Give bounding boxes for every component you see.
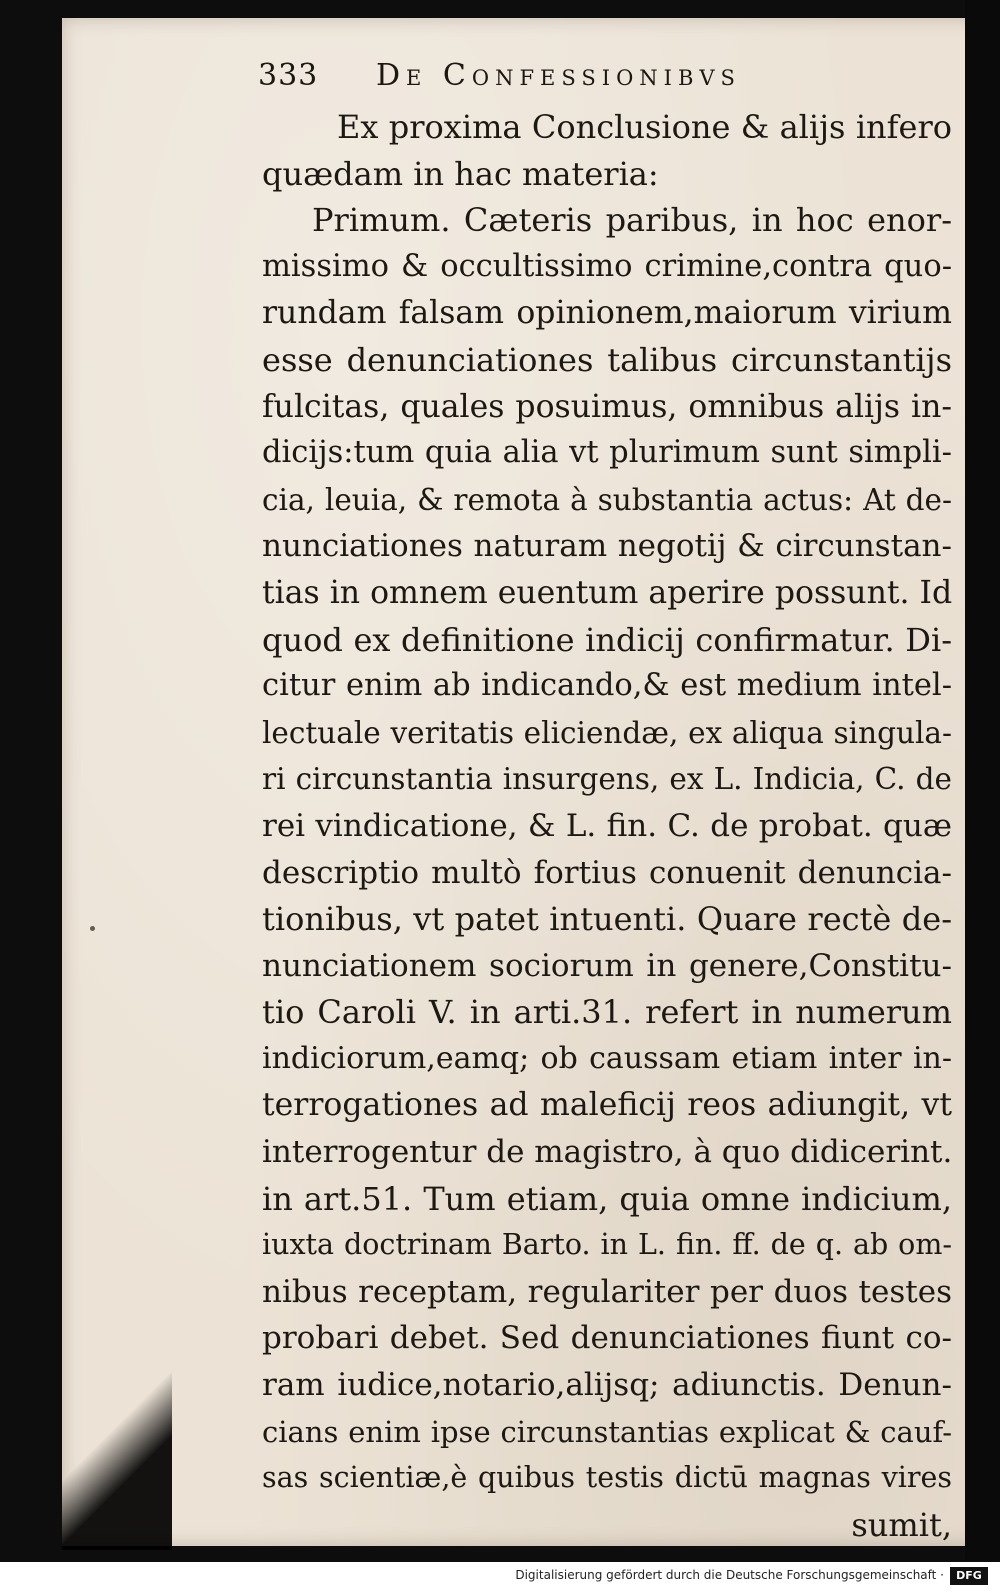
digitization-footer [0, 1562, 1000, 1592]
text-line: iuxta doctrinam Barto. in L. fin. ff. de q. ab om- [262, 1228, 952, 1262]
text-line: missimo & occultissimo crimine,contra quo- [262, 248, 952, 284]
catchword: sumit, [851, 1505, 952, 1544]
text-line: dicijs:tum quia alia vt plurimum sunt simpli- [262, 435, 952, 471]
text-line: nunciationes naturam negotij & circunstan- [262, 528, 952, 565]
corner-shadow [62, 1360, 172, 1550]
text-line: fulcitas, quales posuimus, omnibus alijs in- [262, 388, 952, 425]
margin-mark [90, 926, 95, 931]
page-edge-shadow [965, 0, 1000, 1560]
text-line: probari debet. Sed denunciationes fiunt co- [262, 1320, 952, 1357]
text-line: terrogationes ad maleficij reos adiungit, vt [262, 1087, 952, 1124]
text-line: quod ex definitione indicij confirmatur. Di- [262, 620, 952, 659]
text-body [262, 104, 952, 1548]
text-line: ram iudice,notario,alijsq; adiunctis. Denun- [262, 1367, 952, 1404]
text-line: indiciorum,eamq; ob caussam etiam inter in- [262, 1040, 952, 1076]
text-line: rei vindicatione, & L. fin. C. de probat. quæ [262, 807, 952, 844]
text-line: tio Caroli V. in arti.31. refert in numerum [262, 993, 952, 1032]
text-line: descriptio multò fortius conuenit denuncia- [262, 854, 952, 891]
page-number: 333 [258, 58, 319, 93]
running-head: De Confessionibvs [376, 58, 741, 93]
dfg-logo-icon: DFG [950, 1567, 988, 1585]
text-line: tionibus, vt patet intuenti. Quare rectè de- [262, 900, 952, 939]
text-line: interrogentur de magistro, à quo didicerint. [262, 1134, 953, 1171]
text-line: nunciationem sociorum in genere,Constitu- [262, 947, 952, 984]
text-line: sas scientiæ,è quibus testis dictū magnas vires [262, 1461, 952, 1495]
text-line: ri circunstantia insurgens, ex L. Indicia, C. de [262, 762, 952, 797]
text-line: in art.51. Tum etiam, quia omne indicium, [262, 1179, 952, 1218]
funding-notice: Digitalisierung gefördert durch die Deutsche Forschungsgemeinschaft · [515, 1568, 944, 1582]
text-line: Ex proxima Conclusione & alijs infero [337, 108, 952, 146]
text-line: nibus receptam, regulariter per duos testes [262, 1273, 952, 1310]
text-line: cians enim ipse circunstantias explicat & cauf- [262, 1414, 952, 1449]
text-line: citur enim ab indicando,& est medium intel- [262, 668, 952, 704]
page-header [258, 58, 948, 106]
text-line: quædam in hac materia: [262, 154, 659, 193]
text-line: lectuale veritatis eliciendæ, ex aliqua singula- [262, 715, 952, 750]
text-line: tias in omnem euentum aperire possunt. Id [262, 574, 953, 611]
text-line: rundam falsam opinionem,maiorum virium [262, 295, 952, 332]
text-line: cia, leuia, & remota à substantia actus: At de- [262, 482, 952, 517]
text-line: Primum. Cæteris paribus, in hoc enor- [312, 201, 952, 240]
text-line: esse denunciationes talibus circunstantijs [262, 340, 952, 379]
